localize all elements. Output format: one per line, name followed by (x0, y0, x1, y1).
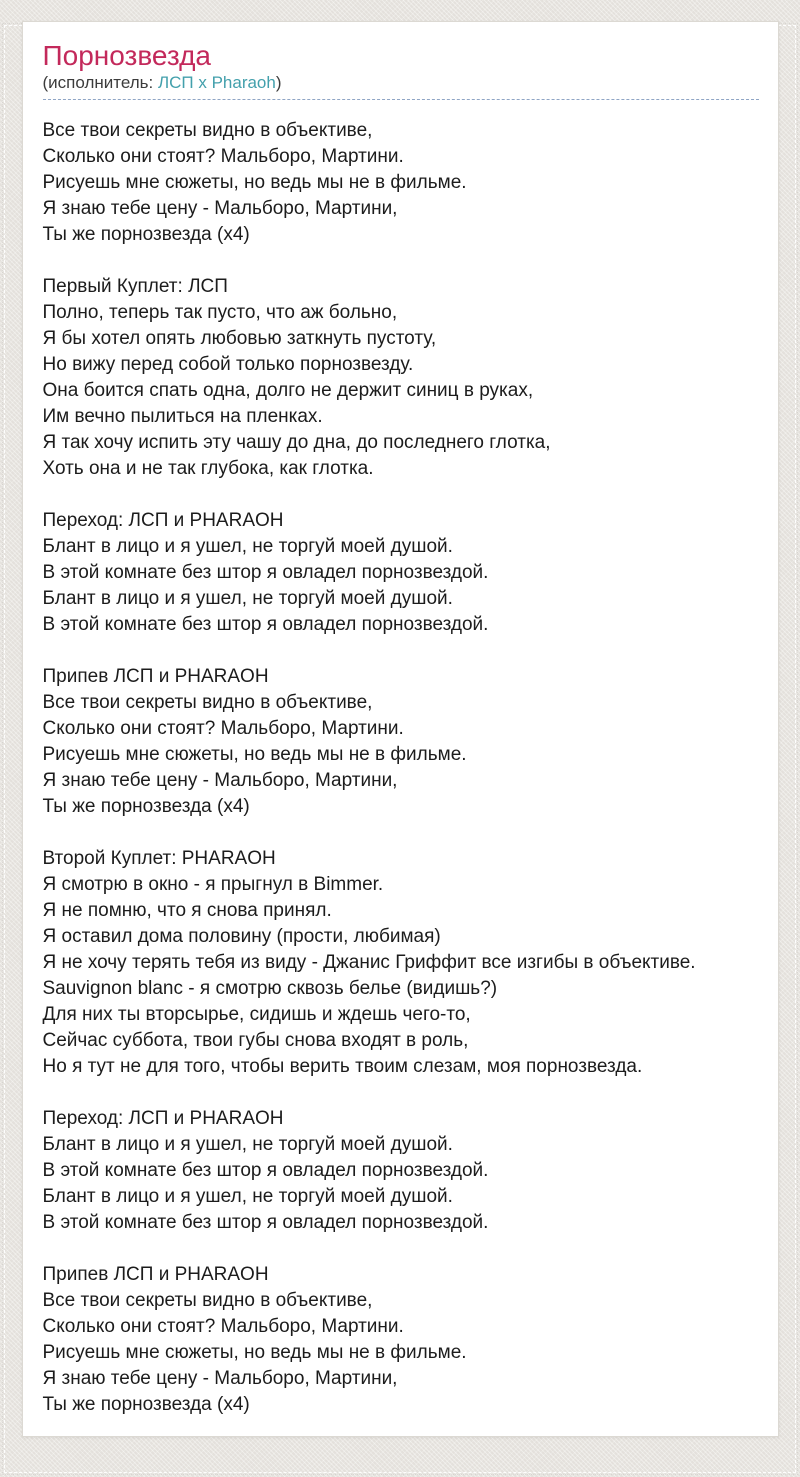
stanza (43, 846, 759, 1080)
lyrics-line: Я оставил дома половину (прости, любимая) (42, 926, 441, 947)
lyrics-line: Ты же порнозвезда (х4) (42, 1394, 250, 1415)
stanza (43, 1106, 759, 1236)
artist-label-prefix: (исполнитель: (42, 73, 158, 92)
lyrics-line: Ты же порнозвезда (х4) (42, 796, 250, 817)
lyrics-line: Им вечно пылиться на пленках. (42, 406, 323, 427)
lyrics-line: Рисуешь мне сюжеты, но ведь мы не в фильме. (42, 744, 467, 765)
stanza (43, 1262, 759, 1418)
lyrics-line: Блант в лицо и я ушел, не торгуй моей душой. (42, 536, 453, 557)
lyrics-line: В этой комнате без штор я овладел порнозвездой. (42, 562, 489, 583)
lyrics-line: Я не помню, что я снова принял. (42, 900, 332, 921)
lyrics (43, 118, 759, 1418)
lyrics-line: Я так хочу испить эту чашу до дна, до последнего глотка, (42, 432, 551, 453)
content-card (22, 21, 779, 1437)
lyrics-line: Все твои секреты видно в объективе, (42, 1290, 373, 1311)
lyrics-line: Сколько они стоят? Мальборо, Мартини. (42, 718, 404, 739)
stanza (43, 274, 759, 482)
lyrics-line: Я бы хотел опять любовью заткнуть пустоту, (42, 328, 437, 349)
lyrics-line: Я знаю тебе цену - Мальборо, Мартини, (42, 770, 398, 791)
lyrics-line: В этой комнате без штор я овладел порнозвездой. (42, 1160, 489, 1181)
lyrics-line: Полно, теперь так пусто, что аж больно, (42, 302, 398, 323)
lyrics-line: Хоть она и не так глубока, как глотка. (42, 458, 374, 479)
lyrics-line: Сколько они стоят? Мальборо, Мартини. (42, 1316, 404, 1337)
lyrics-line: Блант в лицо и я ушел, не торгуй моей душой. (42, 1186, 453, 1207)
lyrics-line: Второй Куплет: PHARAOH (42, 848, 276, 869)
lyrics-line: В этой комнате без штор я овладел порнозвездой. (42, 614, 489, 635)
lyrics-line: Все твои секреты видно в объективе, (42, 692, 373, 713)
lyrics-line: Все твои секреты видно в объективе, (42, 120, 373, 141)
lyrics-line: Я знаю тебе цену - Мальборо, Мартини, (42, 1368, 398, 1389)
lyrics-line: Сколько они стоят? Мальборо, Мартини. (42, 146, 404, 167)
lyrics-line: Sauvignon blanc - я смотрю сквозь белье (видишь?) (42, 978, 498, 999)
lyrics-line: В этой комнате без штор я овладел порнозвездой. (42, 1212, 489, 1233)
lyrics-line: Ты же порнозвезда (х4) (42, 224, 250, 245)
lyrics-line: Переход: ЛСП и PHARAOH (42, 1108, 284, 1129)
lyrics-line: Припев ЛСП и PHARAOH (42, 666, 269, 687)
stanza (43, 118, 759, 248)
lyrics-line: Переход: ЛСП и PHARAOH (42, 510, 284, 531)
song-title: Порнозвезда (42, 40, 211, 71)
lyrics-line: Но вижу перед собой только порнозвезду. (42, 354, 414, 375)
lyrics-line: Я смотрю в окно - я прыгнул в Bimmer. (42, 874, 384, 895)
lyrics-line: Блант в лицо и я ушел, не торгуй моей душой. (42, 1134, 453, 1155)
artist-line (43, 73, 759, 100)
lyrics-line: Рисуешь мне сюжеты, но ведь мы не в фильме. (42, 1342, 467, 1363)
artist-link[interactable]: ЛСП x Pharaoh (157, 73, 276, 92)
lyrics-line: Припев ЛСП и PHARAOH (42, 1264, 269, 1285)
stanza (43, 508, 759, 638)
page-background (0, 21, 800, 1477)
lyrics-line: Я не хочу терять тебя из виду - Джанис Гриффит все изгибы в объективе. (42, 952, 696, 973)
lyrics-line: Блант в лицо и я ушел, не торгуй моей душой. (42, 588, 453, 609)
lyrics-line: Она боится спать одна, долго не держит синиц в руках, (42, 380, 534, 401)
stanza (43, 664, 759, 820)
artist-label-suffix: ) (275, 73, 282, 92)
lyrics-line: Сейчас суббота, твои губы снова входят в роль, (42, 1030, 469, 1051)
lyrics-line: Но я тут не для того, чтобы верить твоим слезам, моя порнозвезда. (42, 1056, 643, 1077)
lyrics-line: Рисуешь мне сюжеты, но ведь мы не в фильме. (42, 172, 467, 193)
lyrics-line: Для них ты вторсырье, сидишь и ждешь чего-то, (42, 1004, 471, 1025)
lyrics-line: Я знаю тебе цену - Мальборо, Мартини, (42, 198, 398, 219)
lyrics-line: Первый Куплет: ЛСП (42, 276, 228, 297)
